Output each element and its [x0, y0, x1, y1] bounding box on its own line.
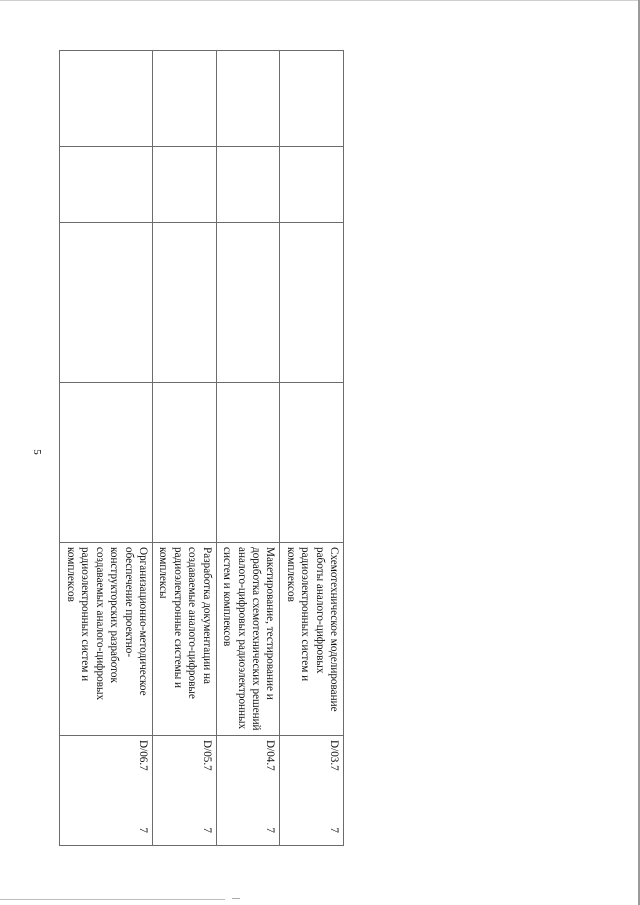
function-code: D/04.7: [264, 740, 277, 771]
page-number: 5: [31, 449, 43, 455]
qualification-level: 7: [200, 827, 213, 833]
table-row: [216, 51, 280, 846]
empty-cell: [152, 147, 216, 223]
empty-cell: [60, 51, 153, 147]
empty-cell: [280, 51, 344, 147]
qualification-level: 7: [136, 827, 149, 833]
qualification-level: 7: [264, 827, 277, 833]
function-code: D/05.7: [200, 740, 213, 771]
rotated-table-wrapper: [59, 50, 344, 845]
function-name-cell: Разработка документации на создаваемые аналого-цифровые радиоэлектронные системы и комплексы: [152, 543, 216, 736]
page-top-edge: [0, 0, 640, 1]
qualification-level: 7: [328, 827, 340, 833]
function-code: D/06.7: [136, 740, 149, 771]
empty-cell: [152, 51, 216, 147]
function-name-cell: Схемотехническое моделирование работы аналого-цифровых радиоэлектронных систем и комплексов: [280, 543, 344, 736]
functions-table-frame: [59, 50, 344, 845]
code-level-cell: [216, 736, 280, 846]
function-name-cell: Макетирование, тестирование и доработка схемотехнических решений аналого-цифровых радиоэлектронных систем и комплексов: [216, 543, 280, 736]
empty-cell: [280, 147, 344, 223]
empty-cell: [216, 51, 280, 147]
function-code: D/03.7: [328, 740, 340, 771]
empty-cell: [216, 383, 280, 543]
empty-cell: [60, 383, 153, 543]
empty-cell: [280, 383, 344, 543]
scan-artifact-dot: [232, 898, 240, 899]
empty-cell: [280, 223, 344, 383]
code-level-cell: [280, 736, 344, 846]
empty-cell: [152, 383, 216, 543]
empty-cell: [216, 223, 280, 383]
scan-artifact-line: [0, 899, 225, 900]
code-level-cell: [152, 736, 216, 846]
table-row: [280, 51, 344, 846]
labor-functions-table: [59, 50, 344, 846]
empty-cell: [216, 147, 280, 223]
empty-cell: [60, 147, 153, 223]
table-row: [152, 51, 216, 846]
empty-cell: [60, 223, 153, 383]
function-name-cell: Организационно-методическое обеспечение проектно-конструкторских разработок создаваемых аналого-цифровых радиоэлектронных систем и комплексов: [60, 543, 153, 736]
code-level-cell: [60, 736, 153, 846]
table-row: [60, 51, 153, 846]
empty-cell: [152, 223, 216, 383]
